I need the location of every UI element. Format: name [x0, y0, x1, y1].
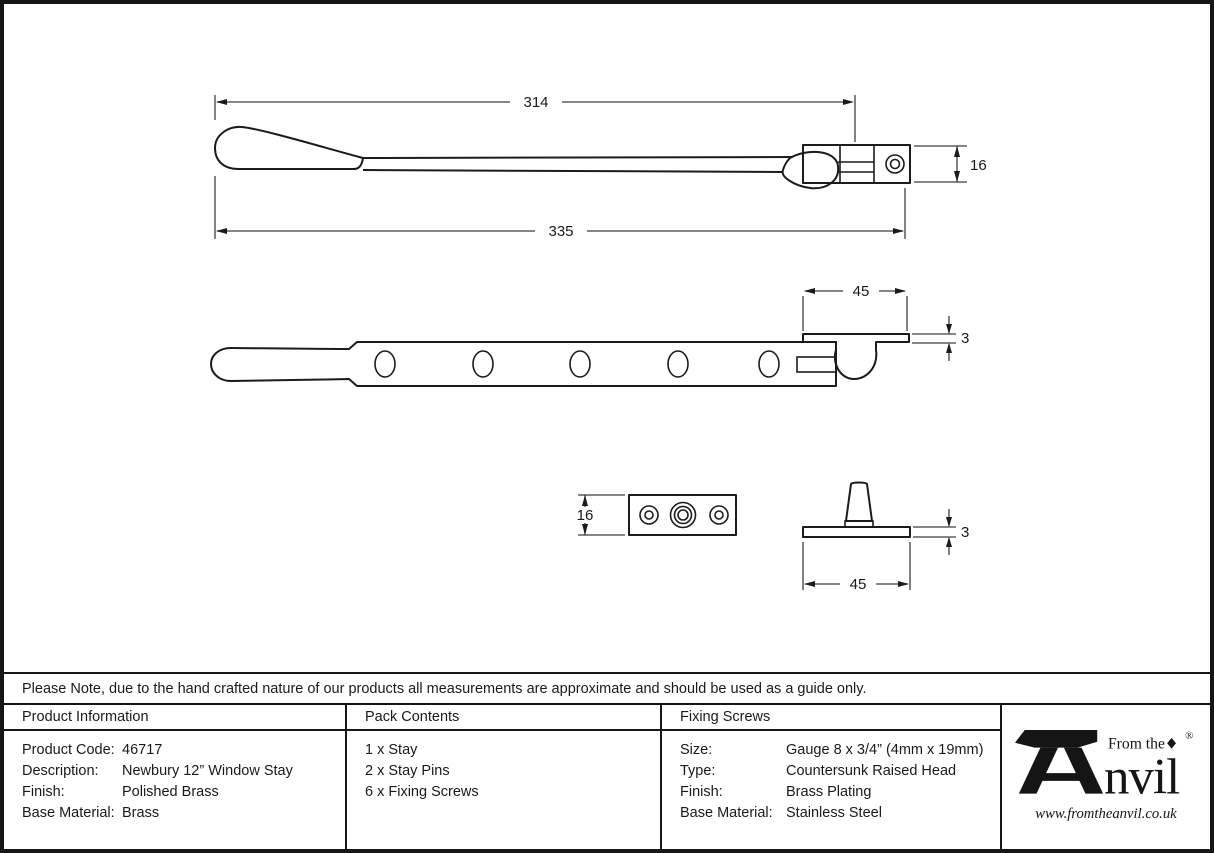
- table-row: [22, 740, 345, 761]
- stay-hole-icon: [668, 351, 688, 377]
- row-value: Gauge 8 x 3/4” (4mm x 19mm): [786, 742, 984, 758]
- anvil-icon: [1015, 730, 1103, 794]
- pack-contents-header: Pack Contents: [347, 705, 660, 731]
- dim-45-plate: [803, 283, 907, 331]
- row-label: Type:: [680, 763, 716, 779]
- logo-prefix-text: From the: [1107, 735, 1165, 753]
- list-item: 6 x Fixing Screws: [365, 784, 479, 800]
- stay-side-view: [215, 127, 910, 188]
- dim-45-plate-label: 45: [852, 283, 870, 300]
- pack-contents-column: [347, 705, 662, 849]
- row-label: Base Material:: [22, 805, 115, 821]
- keep-plate-hole-icon: [710, 506, 728, 524]
- logo-suffix-text: nvil: [1104, 749, 1180, 806]
- row-value: Countersunk Raised Head: [786, 763, 957, 779]
- from-the-anvil-logo: [1013, 723, 1199, 831]
- dim-16-bracket-label: 16: [970, 157, 987, 174]
- row-value: Stainless Steel: [786, 805, 882, 821]
- dim-314-label: 314: [523, 94, 549, 111]
- note-row: [4, 672, 1210, 705]
- registered-mark: ®: [1185, 729, 1194, 742]
- row-value: Newbury 12” Window Stay: [122, 763, 293, 779]
- row-value: Brass Plating: [786, 784, 872, 800]
- logo-url-text: www.fromtheanvil.co.uk: [1035, 806, 1177, 823]
- stay-hole-icon: [473, 351, 493, 377]
- dim-314: [215, 94, 855, 142]
- technical-drawing-area: [4, 4, 1210, 672]
- table-row: [22, 803, 345, 824]
- row-label: Base Material:: [680, 805, 773, 821]
- table-row: [22, 782, 345, 803]
- stay-pin-view: [803, 483, 910, 538]
- product-information-header: Product Information: [4, 705, 345, 731]
- dim-3-plate-label: 3: [961, 330, 970, 347]
- keep-plate-view: [629, 495, 736, 535]
- dim-45-pin-base-label: 45: [849, 576, 867, 593]
- dim-16-bracket: [914, 146, 987, 182]
- stay-hole-icon: [375, 351, 395, 377]
- table-row: [680, 761, 1000, 782]
- dim-16-keep-plate: [577, 495, 625, 535]
- dim-335-label: 335: [548, 223, 574, 240]
- diamond-icon: [1167, 738, 1176, 749]
- table-row: [680, 803, 1000, 824]
- dim-16-keep-plate-label: 16: [576, 507, 594, 524]
- table-row: [680, 782, 1000, 803]
- row-label: Description:: [22, 763, 99, 779]
- fixing-screws-column: [662, 705, 1002, 849]
- list-item: 1 x Stay: [365, 742, 418, 758]
- row-value: Brass: [122, 805, 160, 821]
- product-information-column: [4, 705, 347, 849]
- row-label: Finish:: [680, 784, 723, 800]
- spec-table: [4, 705, 1210, 849]
- technical-drawing: [4, 4, 1210, 672]
- list-item: 2 x Stay Pins: [365, 763, 450, 779]
- row-label: Product Code:: [22, 742, 115, 758]
- row-label: Size:: [680, 742, 713, 758]
- note-text: Please Note, due to the hand crafted nature of our products all measurements are approximate and should be used as a guide only.: [22, 680, 867, 697]
- dim-45-pin-base: [803, 542, 910, 593]
- stay-top-view: [211, 334, 909, 386]
- table-row: [22, 761, 345, 782]
- row-value: 46717: [122, 742, 163, 758]
- dim-3-plate: [912, 316, 969, 361]
- dim-3-pin-base-label: 3: [961, 524, 970, 541]
- row-label: Finish:: [22, 784, 65, 800]
- stay-hole-icon: [759, 351, 779, 377]
- table-row: [680, 740, 1000, 761]
- fixing-screws-header: Fixing Screws: [662, 705, 1000, 731]
- brand-logo-cell: [1002, 705, 1210, 849]
- bracket-screw-hole-icon: [886, 155, 904, 173]
- keep-plate-hole-icon: [640, 506, 658, 524]
- row-value: Polished Brass: [122, 784, 219, 800]
- stay-hole-icon: [570, 351, 590, 377]
- dim-3-pin-base: [913, 509, 969, 555]
